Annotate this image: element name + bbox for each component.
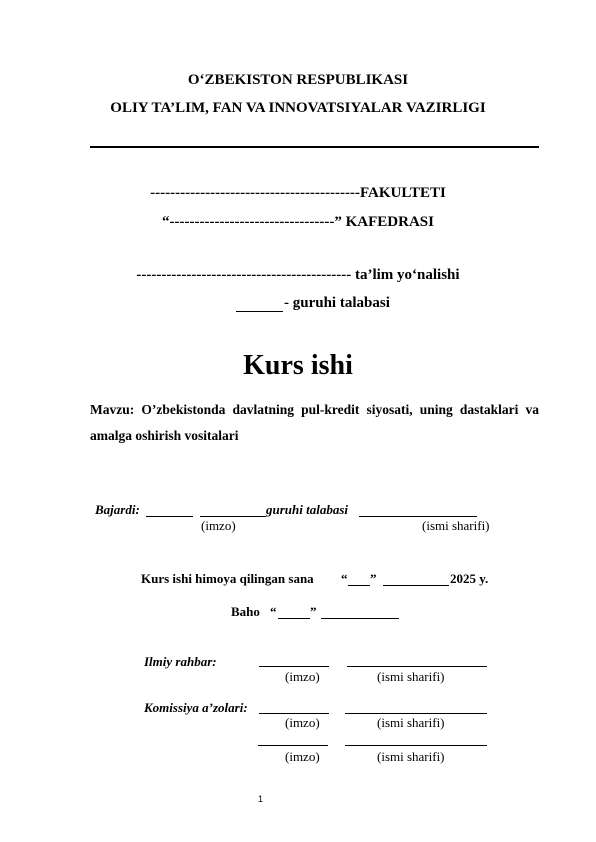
group-blank — [236, 311, 283, 312]
commission-label: Komissiya a’zolari: — [144, 700, 248, 715]
defense-day-blank — [348, 585, 370, 586]
defense-month-blank — [383, 585, 449, 586]
document-title: Kurs ishi — [243, 350, 353, 381]
grade-blank-2 — [321, 618, 399, 619]
student-label: guruhi talabasi — [266, 502, 349, 517]
defense-label: Kurs ishi himoya qilingan sana — [141, 571, 314, 586]
supervisor-label: Ilmiy rahbar: — [144, 654, 217, 669]
defense-quote-open: “ — [341, 571, 348, 586]
bajardi-label: Bajardi: — [95, 502, 140, 517]
group-label: - guruhi talabasi — [284, 295, 390, 311]
supervisor-imzo-line — [259, 666, 329, 667]
header-rule — [90, 146, 539, 148]
direction-line: ------------------------------------------- ta’lim yo‘nalishi — [136, 267, 460, 283]
commission-imzo-line-2 — [258, 745, 328, 746]
faculty-line: ------------------------------------------FAKULTETI — [150, 185, 446, 201]
grade-quote-close: ” — [310, 604, 317, 619]
grade-label: Baho — [231, 604, 260, 619]
grade-blank-1 — [278, 618, 310, 619]
commission-imzo-line-1 — [259, 713, 329, 714]
topic-line-1: Mavzu: O’zbekistonda davlatning pul-kredit siyosati, uning dastaklari va — [90, 402, 539, 417]
supervisor-imzo-caption: (imzo) — [285, 669, 320, 684]
grade-quote-open: “ — [270, 604, 277, 619]
defense-quote-close: ” — [370, 571, 377, 586]
bajardi-name-caption: (ismi sharifi) — [422, 518, 490, 533]
commission-imzo-caption-2: (imzo) — [285, 749, 320, 764]
topic-line-2: amalga oshirish vositalari — [90, 428, 239, 443]
ministry-name: OLIY TA’LIM, FAN VA INNOVATSIYALAR VAZIRLIGI — [110, 100, 486, 116]
commission-name-line-2 — [345, 745, 487, 746]
commission-name-caption-2: (ismi sharifi) — [377, 749, 445, 764]
commission-name-line-1 — [345, 713, 487, 714]
commission-name-caption-1: (ismi sharifi) — [377, 715, 445, 730]
department-line: “---------------------------------” KAFEDRASI — [162, 214, 434, 230]
page-number: 1 — [258, 794, 264, 804]
bajardi-blank-1 — [146, 516, 193, 517]
supervisor-name-caption: (ismi sharifi) — [377, 669, 445, 684]
defense-year: 2025 y. — [450, 571, 489, 586]
supervisor-name-line — [347, 666, 487, 667]
commission-imzo-caption-1: (imzo) — [285, 715, 320, 730]
bajardi-imzo-caption: (imzo) — [201, 518, 236, 533]
ministry-country: O‘ZBEKISTON RESPUBLIKASI — [187, 72, 409, 88]
bajardi-name-blank — [359, 516, 477, 517]
bajardi-blank-2 — [200, 516, 266, 517]
